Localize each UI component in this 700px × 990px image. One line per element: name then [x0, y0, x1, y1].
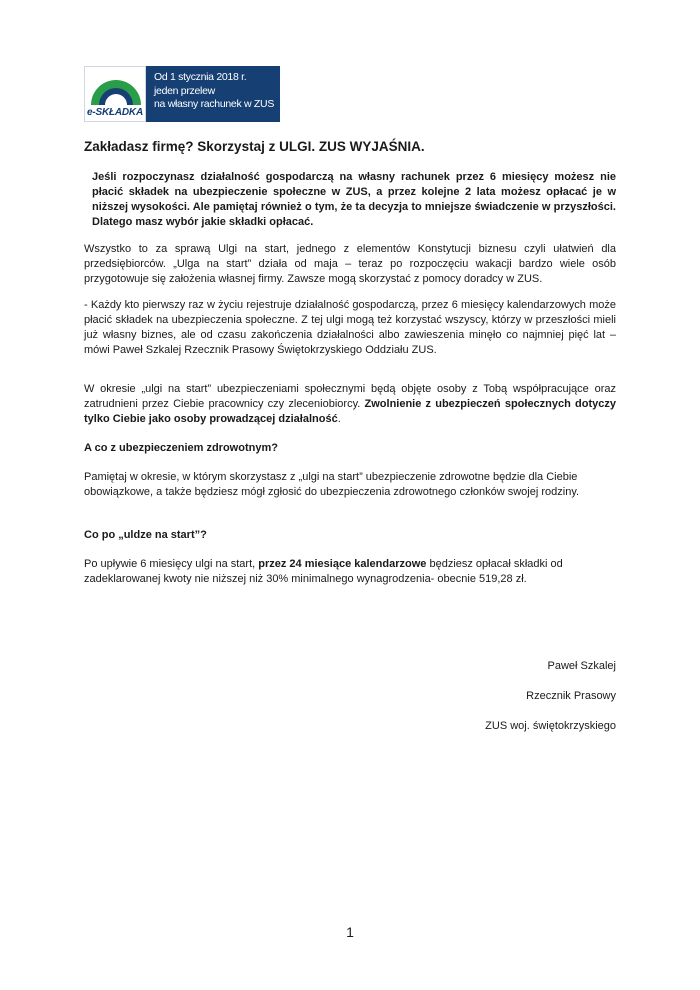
- paragraph-quote: - Każdy kto pierwszy raz w życiu rejestruje działalność gospodarczą, przez 6 miesięcy kalendarzowych może płacić składek na ubezpieczenia społeczne. Z tej ulgi mogą też korzystać wszyscy, którzy w przeszłości mieli już własny biznes, ale od czasu zakończenia działalności albo zawieszenia minęło co najmniej pięć lat – mówi Paweł Szkalej Rzecznik Prasowy Świętokrzyskiego Oddziału ZUS.: [84, 299, 616, 356]
- signature-role: Rzecznik Prasowy: [526, 690, 616, 702]
- after-ulga-before: Po upływie 6 miesięcy ulgi na start,: [84, 558, 259, 570]
- heading-health-insurance: A co z ubezpieczeniem zdrowotnym?: [84, 442, 278, 454]
- coverage-bold: Zwolnienie z ubezpieczeń społecznych dotyczy tylko Ciebie jako osoby prowadzącej działalność: [84, 398, 616, 425]
- e-skladka-logo: [84, 66, 280, 122]
- logo-brand-text: e-SKŁADKA: [87, 107, 143, 118]
- heading-after-ulga: Co po „uldze na start”?: [84, 529, 207, 541]
- logo-slogan-line: Od 1 stycznia 2018 r.: [154, 71, 247, 83]
- logo-slogan-line: jeden przelew: [154, 84, 215, 97]
- after-ulga-bold: przez 24 miesiące kalendarzowe: [258, 558, 427, 570]
- logo-slogan: [146, 66, 280, 122]
- logo-slogan-line: na własny rachunek w ZUS: [154, 98, 275, 110]
- signature-name: Paweł Szkalej: [547, 660, 616, 672]
- signature-org: ZUS woj. świętokrzyskiego: [485, 720, 616, 732]
- after-ulga-after: będziesz opłacał składki od zadeklarowanej kwoty nie niższej niż 30% minimalnego wynagrodzenia- obecnie 519,28 zł.: [84, 558, 563, 585]
- paragraph-coverage: [84, 382, 616, 427]
- logo-emblem: [84, 66, 146, 122]
- page-number: 1: [346, 924, 354, 940]
- paragraph-health: Pamiętaj w okresie, w którym skorzystasz z „ulgi na start” ubezpieczenie zdrowotne będzie dla Ciebie obowiązkowe, a także będziesz mógł zgłosić do ubezpieczenia zdrowotnego członków swojej rodziny.: [84, 471, 580, 498]
- document-title: Zakładasz firmę? Skorzystaj z ULGI. ZUS WYJAŚNIA.: [84, 139, 425, 154]
- paragraph-ulga-intro: Wszystko to za sprawą Ulgi na start, jednego z elementów Konstytucji biznesu czyli ułatwień dla przedsiębiorców. „Ulga na start” działa od maja – teraz po rozpoczęciu wakacji bardzo wiele osób przygotowuje się założenia własnej firmy. Zawsze mogą skorzystać z pomocy doradcy w ZUS.: [84, 243, 616, 285]
- coverage-end: .: [337, 413, 341, 425]
- coverage-text: W okresie „ulgi na start” ubezpieczeniami społecznymi będą objęte osoby z Tobą współpracujące oraz zatrudnieni przez Ciebie pracownicy czy zleceniobiorcy.: [84, 383, 616, 410]
- lead-paragraph: Jeśli rozpoczynasz działalność gospodarczą na własny rachunek przez 6 miesięcy możesz nie płacić składek na ubezpieczenie społeczne w ZUS, a przez kolejne 2 lata możesz opłacać je w niższej wysokości. Ale pamiętaj również o tym, że ta decyzja to mniejsze świadczenie w przyszłości. Dlatego masz wybór jakie składki opłacać.: [92, 171, 616, 228]
- paragraph-after-ulga: [84, 557, 616, 587]
